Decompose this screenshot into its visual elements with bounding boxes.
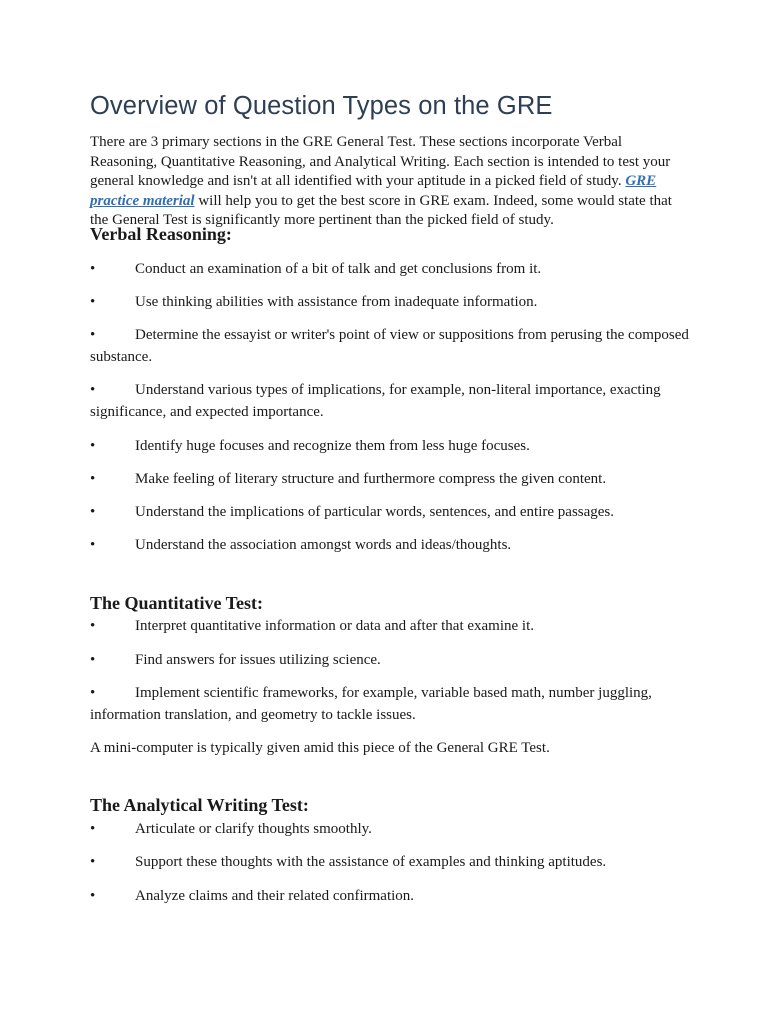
list-item xyxy=(90,291,690,313)
list-item xyxy=(90,649,690,671)
list-item-text: Understand the association amongst words and ideas/thoughts. xyxy=(135,537,512,553)
list-item xyxy=(90,534,690,556)
bullet: • xyxy=(90,327,96,343)
bullet: • xyxy=(90,504,96,520)
list-item-text: Conduct an examination of a bit of talk and get conclusions from it. xyxy=(135,261,542,277)
bullet: • xyxy=(90,618,96,634)
list-item-text: Understand the implications of particular words, sentences, and entire passages. xyxy=(135,504,615,520)
list-item-text: Implement scientific frameworks, for example, variable based math, number juggling, information translation, and geometry to tackle issues. xyxy=(90,685,652,723)
bullet: • xyxy=(90,294,96,310)
bullet: • xyxy=(90,888,96,904)
list-item-text: Identify huge focuses and recognize them from less huge focuses. xyxy=(135,438,530,454)
list-item xyxy=(90,258,690,280)
list-item xyxy=(90,682,690,726)
bullet: • xyxy=(90,261,96,277)
intro-paragraph xyxy=(90,133,690,231)
list-item xyxy=(90,501,690,523)
list-item-text: Find answers for issues utilizing science. xyxy=(135,652,381,668)
bullet: • xyxy=(90,685,96,701)
intro-text-start: There are 3 primary sections in the GRE General Test. These sections incorporate Verbal Reasoning, Quantitative Reasoning, and Analytical Writing. Each section is intended to test your general knowledge and isn't at all identified with your aptitude in a picked field of study. xyxy=(90,134,671,189)
list-item-text: Determine the essayist or writer's point of view or suppositions from perusing the composed substance. xyxy=(90,327,689,365)
list-item-text: Make feeling of literary structure and furthermore compress the given content. xyxy=(135,471,607,487)
list-item xyxy=(90,885,690,907)
bullet: • xyxy=(90,382,96,398)
list-item-text: Articulate or clarify thoughts smoothly. xyxy=(135,821,372,837)
list-item xyxy=(90,379,690,423)
list-item-text: Interpret quantitative information or data and after that examine it. xyxy=(135,618,535,634)
list-item-text: Analyze claims and their related confirmation. xyxy=(135,888,415,904)
bullet: • xyxy=(90,652,96,668)
analytical-writing-heading: The Analytical Writing Test: xyxy=(90,795,309,815)
bullet: • xyxy=(90,438,96,454)
list-item-text: Support these thoughts with the assistance of examples and thinking aptitudes. xyxy=(135,854,607,870)
intro-text-end: will help you to get the best score in GRE exam. Indeed, some would state that the General Test is significantly more pertinent than the picked field of study. xyxy=(90,192,672,228)
gre-practice-material-link[interactable]: GRE practice material xyxy=(90,173,657,209)
bullet: • xyxy=(90,471,96,487)
bullet: • xyxy=(90,821,96,837)
quantitative-test-heading: The Quantitative Test: xyxy=(90,593,264,613)
verbal-reasoning-heading: Verbal Reasoning: xyxy=(90,224,232,244)
list-item-text: Use thinking abilities with assistance from inadequate information. xyxy=(135,294,538,310)
list-item xyxy=(90,324,690,368)
bullet: • xyxy=(90,537,96,553)
page-title: Overview of Question Types on the GRE xyxy=(90,92,553,120)
list-item-text: Understand various types of implications, for example, non-literal importance, exacting significance, and expected importance. xyxy=(90,382,661,420)
list-item xyxy=(90,818,690,840)
quantitative-note: A mini-computer is typically given amid this piece of the General GRE Test. xyxy=(90,740,550,756)
list-item xyxy=(90,468,690,490)
list-item xyxy=(90,851,690,873)
list-item xyxy=(90,615,690,637)
bullet: • xyxy=(90,854,96,870)
list-item xyxy=(90,435,690,457)
